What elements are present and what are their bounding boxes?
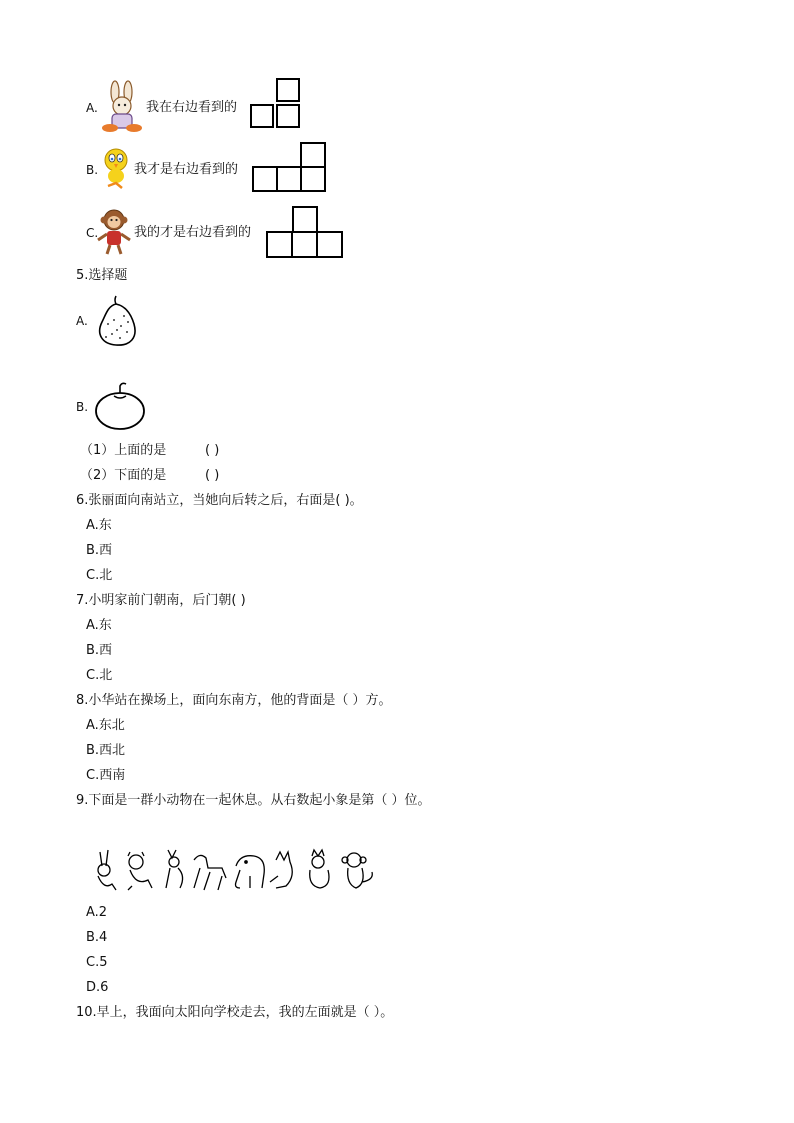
q9-option-b[interactable]: B.4 [86, 930, 108, 945]
q6-option-c[interactable]: C.北 [86, 568, 113, 583]
question-10-text: 10.早上，我面向太阳向学校走去，我的左面就是（ ）。 [76, 1005, 394, 1020]
block-view-a [250, 78, 302, 132]
option-text: 我才是右边看到的 [134, 162, 239, 177]
q7-option-a[interactable]: A.东 [86, 618, 112, 633]
question-8-text: 8.小华站在操场上，面向东南方，他的背面是（ ）方。 [76, 693, 392, 708]
bird-icon [96, 146, 134, 192]
q8-option-a[interactable]: A.东北 [86, 718, 125, 733]
q7-option-b[interactable]: B.西 [86, 643, 113, 658]
q5-sub1-blank[interactable]: ( ) [205, 443, 220, 458]
option-letter: C. [86, 226, 99, 240]
pear-icon [94, 292, 144, 348]
rabbit-icon [98, 80, 146, 134]
question-7-text: 7.小明家前门朝南，后门朝( ) [76, 593, 246, 608]
apple-icon [92, 380, 148, 432]
q9-option-d[interactable]: D.6 [86, 980, 109, 995]
question-9-text: 9.下面是一群小动物在一起休息。从右数起小象是第（ ）位。 [76, 793, 431, 808]
block-view-b [252, 142, 328, 194]
animals-row-image [90, 846, 380, 894]
option-letter: A. [86, 101, 98, 115]
q8-option-c[interactable]: C.西南 [86, 768, 126, 783]
q5-sub2-text: （2）下面的是 [80, 468, 167, 483]
question-5-title: 5.选择题 [76, 268, 128, 283]
q7-option-c[interactable]: C.北 [86, 668, 113, 683]
option-letter: B. [86, 163, 99, 177]
q9-option-a[interactable]: A.2 [86, 905, 108, 920]
q6-option-b[interactable]: B.西 [86, 543, 113, 558]
question-6-text: 6.张丽面向南站立，当她向后转之后，右面是( )。 [76, 493, 363, 508]
option-text: 我在右边看到的 [146, 100, 238, 115]
option-text: 我的才是右边看到的 [134, 225, 252, 240]
q6-option-a[interactable]: A.东 [86, 518, 112, 533]
q5-option-b-letter: B. [76, 400, 89, 414]
monkey-icon [94, 206, 134, 256]
block-view-c [266, 206, 344, 260]
q9-option-c[interactable]: C.5 [86, 955, 108, 970]
q8-option-b[interactable]: B.西北 [86, 743, 126, 758]
q5-option-a-letter: A. [76, 314, 88, 328]
q5-sub1-text: （1）上面的是 [80, 443, 167, 458]
q5-sub2-blank[interactable]: ( ) [205, 468, 220, 483]
